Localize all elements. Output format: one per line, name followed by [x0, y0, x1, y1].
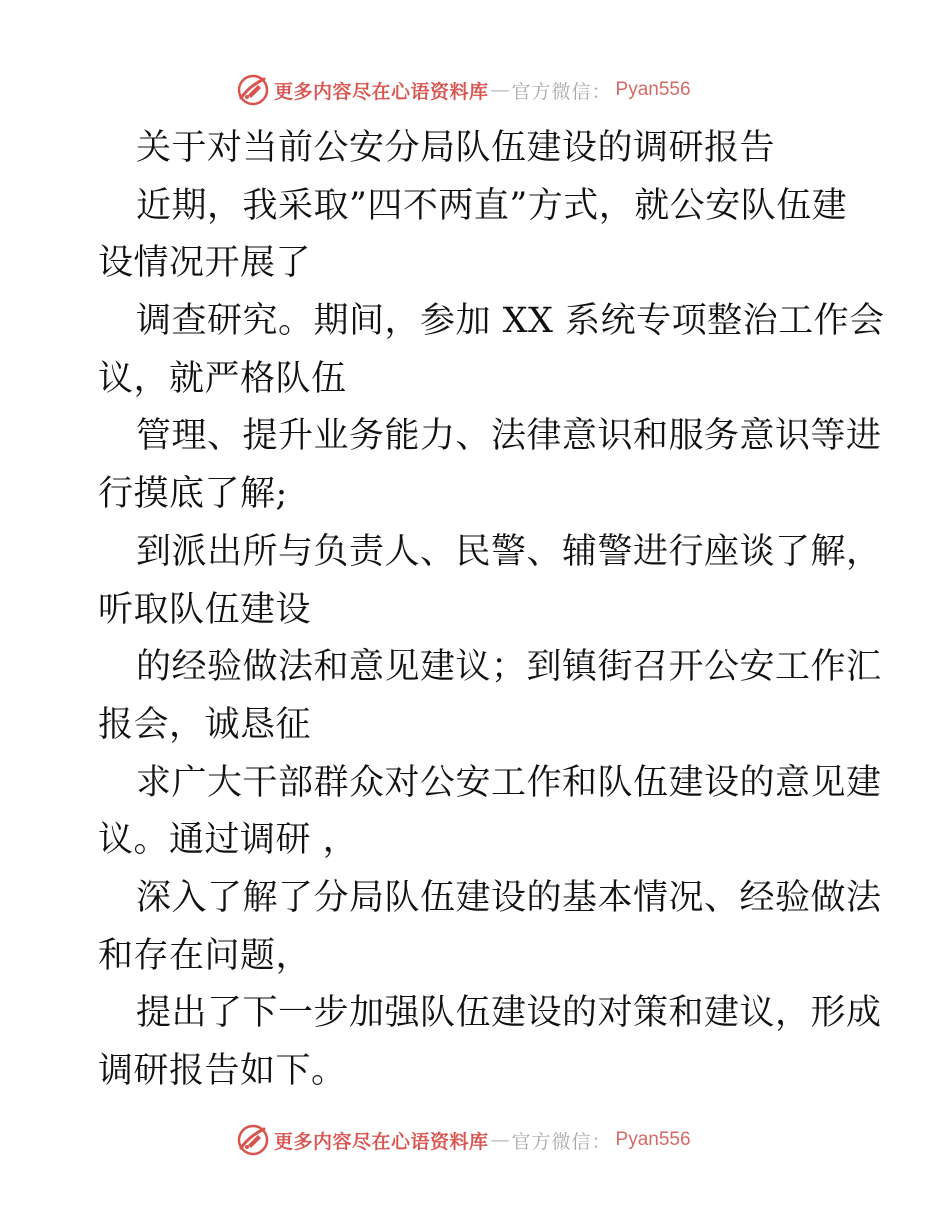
paragraph-line: 提出了下一步加强队伍建设的对策和建议，形成 — [136, 993, 882, 1034]
paragraph-line: 和存在问题， — [98, 935, 312, 976]
paragraph-line: 深入了解了分局队伍建设的基本情况、经验做法 — [136, 877, 882, 918]
pen-circle-logo-icon — [236, 1123, 270, 1157]
paragraph-line: 报会，诚恳征 — [98, 704, 312, 745]
paragraph-line: 调研报告如下。 — [98, 1051, 347, 1091]
paragraph-line: 调查研究。期间，参加 XX 系统专项整治工作会 — [136, 301, 885, 342]
paragraph-line: 求广大干部群众对公安工作和队伍建设的意见建 — [136, 762, 882, 803]
paragraph-line: 议。通过调研 ， — [98, 820, 359, 861]
footer-banner — [236, 1123, 691, 1157]
paragraph-line: 议，就严格队伍 — [98, 358, 347, 399]
paragraph-line: 到派出所与负责人、民警、辅警进行座谈了解， — [136, 531, 882, 572]
document-title: 关于对当前公安分局队伍建设的调研报告 — [136, 128, 776, 168]
paragraph-line: 设情况开展了 — [98, 243, 312, 284]
banner-separator: — — [490, 1129, 510, 1151]
wechat-label: 官方微信： — [511, 1130, 612, 1153]
paragraph-line: 听取队伍建设 — [98, 589, 312, 630]
header-banner — [236, 73, 691, 107]
wechat-id: Pyan556 — [615, 1129, 691, 1150]
paragraph-line: 行摸底了解; — [98, 474, 288, 515]
brand-text: 更多内容尽在心语资料库 — [274, 1130, 489, 1153]
wechat-label: 官方微信： — [511, 80, 612, 103]
document-body — [98, 120, 885, 1101]
wechat-id: Pyan556 — [615, 79, 691, 100]
brand-text: 更多内容尽在心语资料库 — [274, 80, 489, 103]
paragraph-line: 近期，我采取”四不两直”方式，就公安队伍建 — [136, 185, 848, 226]
pen-circle-logo-icon — [236, 73, 270, 107]
paragraph-line: 管理、提升业务能力、法律意识和服务意识等进 — [136, 416, 882, 457]
banner-separator: — — [490, 79, 510, 101]
paragraph-line: 的经验做法和意见建议；到镇街召开公安工作汇 — [136, 647, 882, 688]
